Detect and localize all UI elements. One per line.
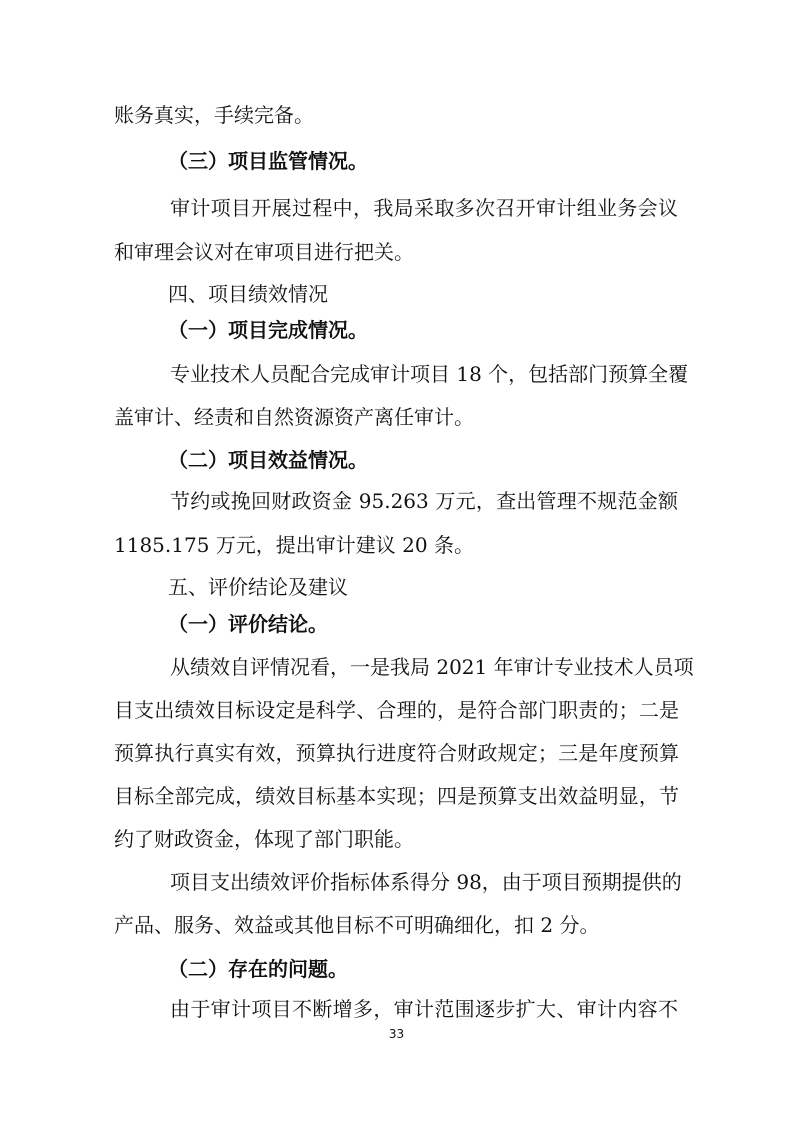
paragraph-line-conclusion-1: 从绩效自评情况看，一是我局 2021 年审计专业技术人员项 [170, 655, 694, 679]
section-heading-performance: 四、项目绩效情况 [168, 282, 328, 306]
paragraph-line-conclusion-2: 目支出绩效目标设定是科学、合理的，是符合部门职责的；二是 [114, 698, 679, 722]
paragraph-line-completion-1: 专业技术人员配合完成审计项目 18 个，包括部门预算全覆 [170, 362, 689, 386]
paragraph-line-completion-2: 盖审计、经责和自然资源资产离任审计。 [114, 405, 474, 429]
heading-evaluation-conclusion: （一）评价结论。 [168, 612, 328, 636]
heading-project-benefit: （二）项目效益情况。 [168, 448, 368, 472]
paragraph-line-supervision-2: 和审理会议对在审项目进行把关。 [114, 240, 414, 264]
heading-existing-problems: （二）存在的问题。 [168, 957, 348, 981]
page-number: 33 [388, 1027, 405, 1041]
paragraph-line-supervision-1: 审计项目开展过程中，我局采取多次召开审计组业务会议 [170, 196, 678, 220]
paragraph-line-accounts-complete: 账务真实，手续完备。 [114, 103, 314, 127]
heading-project-completion: （一）项目完成情况。 [168, 318, 368, 342]
paragraph-line-conclusion-3: 预算执行真实有效，预算执行进度符合财政规定；三是年度预算 [114, 741, 679, 765]
paragraph-line-problems-1: 由于审计项目不断增多，审计范围逐步扩大、审计内容不 [170, 997, 678, 1021]
paragraph-line-benefit-2: 1185.175 万元，提出审计建议 20 条。 [114, 533, 474, 557]
paragraph-line-score-2: 产品、服务、效益或其他目标不可明确细化，扣 2 分。 [114, 913, 600, 937]
paragraph-line-conclusion-4: 目标全部完成，绩效目标基本实现；四是预算支出效益明显，节 [114, 784, 679, 808]
section-heading-conclusion: 五、评价结论及建议 [168, 575, 348, 599]
paragraph-line-conclusion-5: 约了财政资金，体现了部门职能。 [114, 827, 414, 851]
paragraph-line-benefit-1: 节约或挽回财政资金 95.263 万元，查出管理不规范金额 [170, 489, 678, 513]
heading-project-supervision: （三）项目监管情况。 [168, 149, 368, 173]
paragraph-line-score-1: 项目支出绩效评价指标体系得分 98，由于项目预期提供的 [170, 870, 682, 894]
